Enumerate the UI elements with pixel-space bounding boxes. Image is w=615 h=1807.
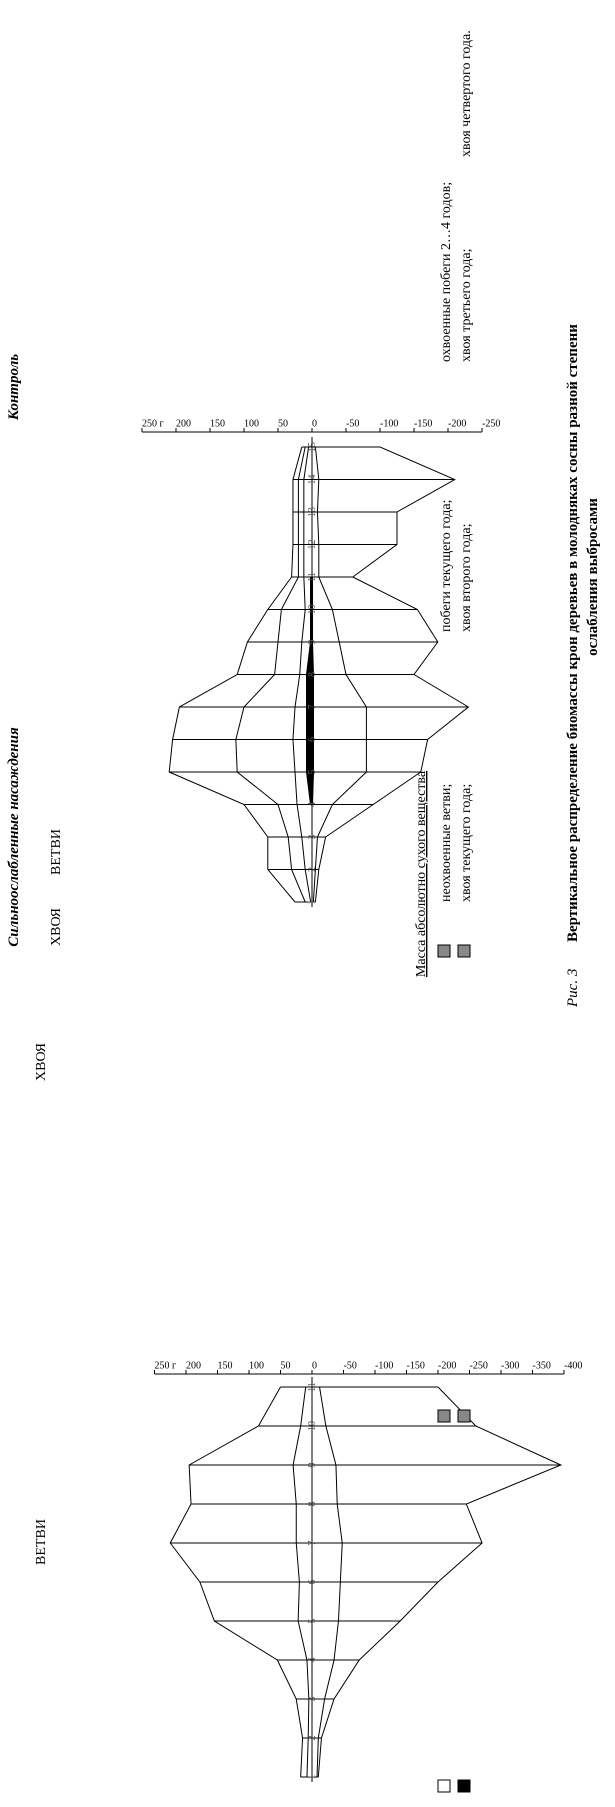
chart-severely-weakened: [34, 1043, 582, 1782]
tick-label-3: -150: [414, 418, 433, 430]
tick-label-1: -400: [564, 1360, 583, 1372]
tick-label-6: -150: [406, 1360, 425, 1372]
tick-label-8: 100: [244, 418, 259, 430]
title-left: Сильноослабленные насаждения: [6, 727, 22, 947]
tick-label-7: 50: [278, 418, 288, 430]
layer-label-7: 7: [307, 1540, 318, 1546]
layer-label-11: 11: [307, 572, 318, 582]
tick-label-11: 100: [249, 1360, 264, 1372]
layer-label-14: 14: [307, 474, 318, 485]
tick-label-5: -200: [438, 1360, 457, 1372]
layer-label-3: 3: [307, 1696, 318, 1702]
caption-line-1: Вертикальное распределение биомассы крон деревьев в молодняках сосны разной степени: [565, 324, 581, 942]
side-label-left: ХВОЯ: [49, 908, 64, 946]
tick-label-9: 0: [312, 1360, 317, 1372]
legend-label-4: хвоя текущего года;: [459, 783, 474, 902]
tick-label-10: 200: [176, 418, 191, 430]
layer-label-9: 9: [307, 1462, 318, 1468]
layer-label-6: 6: [307, 737, 318, 742]
tick-label-4: -100: [380, 418, 399, 430]
tick-label-7: -100: [375, 1360, 394, 1372]
tick-label-1: -250: [482, 418, 501, 430]
layer-label-15: 15: [307, 442, 318, 452]
tick-label-2: -350: [532, 1360, 551, 1372]
figure-label: Рис. 3: [565, 968, 581, 1007]
layer-label-10: 10: [307, 1421, 318, 1431]
tick-label-5: -50: [346, 418, 360, 430]
tick-label-10: 50: [280, 1360, 291, 1372]
layer-label-12: 12: [307, 539, 318, 550]
layer-label-4: 4: [307, 802, 318, 807]
layer-label-8: 8: [307, 672, 318, 677]
legend-swatch-2: [438, 1410, 450, 1422]
x-axis-title: Масса абсолютно сухого вещества: [414, 770, 429, 978]
title-right: Контроль: [6, 353, 22, 421]
layer-label-2: 2: [307, 867, 318, 872]
layer-label-6: 6: [307, 1579, 318, 1585]
layer-label-1: 1: [307, 1774, 318, 1780]
layer-label-13: 13: [307, 507, 318, 517]
layer-label-1: 1: [307, 899, 318, 905]
tick-label-13: 200: [186, 1360, 201, 1372]
legend-label-1: неохвоенные ветви;: [439, 783, 454, 902]
chart-control: [49, 418, 500, 946]
legend-label-6: хвоя третьего года;: [459, 248, 474, 362]
tick-label-11: 250 г: [142, 418, 164, 430]
tick-label-14: 250 г: [154, 1360, 177, 1372]
layer-label-7: 7: [307, 704, 318, 710]
legend-label-2: побеги текущего года;: [439, 499, 454, 632]
legend-swatch-5: [458, 1410, 470, 1422]
layer-label-11: 11: [307, 1382, 318, 1392]
side-label-right: ВЕТВИ: [49, 829, 64, 875]
layer-label-10: 10: [307, 604, 318, 615]
tick-label-9: 150: [210, 418, 225, 430]
tick-label-12: 150: [217, 1360, 233, 1372]
layer-label-8: 8: [307, 1501, 318, 1507]
legend-swatch-3: [438, 945, 450, 957]
tick-label-2: -200: [448, 418, 467, 430]
tick-label-8: -50: [343, 1360, 357, 1372]
layer-label-9: 9: [307, 639, 318, 645]
legend-label-5: хвоя второго года;: [459, 523, 474, 632]
layer-label-3: 3: [307, 834, 318, 840]
layer-label-5: 5: [307, 1618, 318, 1624]
tick-label-3: -300: [501, 1360, 520, 1372]
layer-label-4: 4: [307, 1657, 318, 1663]
legend-swatch-1: [438, 1780, 450, 1792]
layer-label-2: 2: [307, 1735, 318, 1741]
tick-label-6: 0: [312, 418, 317, 430]
side-label-left: ХВОЯ: [34, 1043, 49, 1081]
layer-label-5: 5: [307, 769, 318, 775]
legend-label-7: хвоя четвертого года.: [459, 30, 474, 157]
side-label-right: ВЕТВИ: [34, 1519, 49, 1565]
legend-swatch-4: [458, 1780, 470, 1792]
legend-swatch-6: [458, 945, 470, 957]
legend: [438, 30, 474, 1792]
caption-line-2: ослабления выбросами: [585, 498, 601, 656]
tick-label-4: -250: [469, 1360, 488, 1372]
legend-label-3: охвоенные побеги 2…4 годов;: [439, 181, 454, 362]
